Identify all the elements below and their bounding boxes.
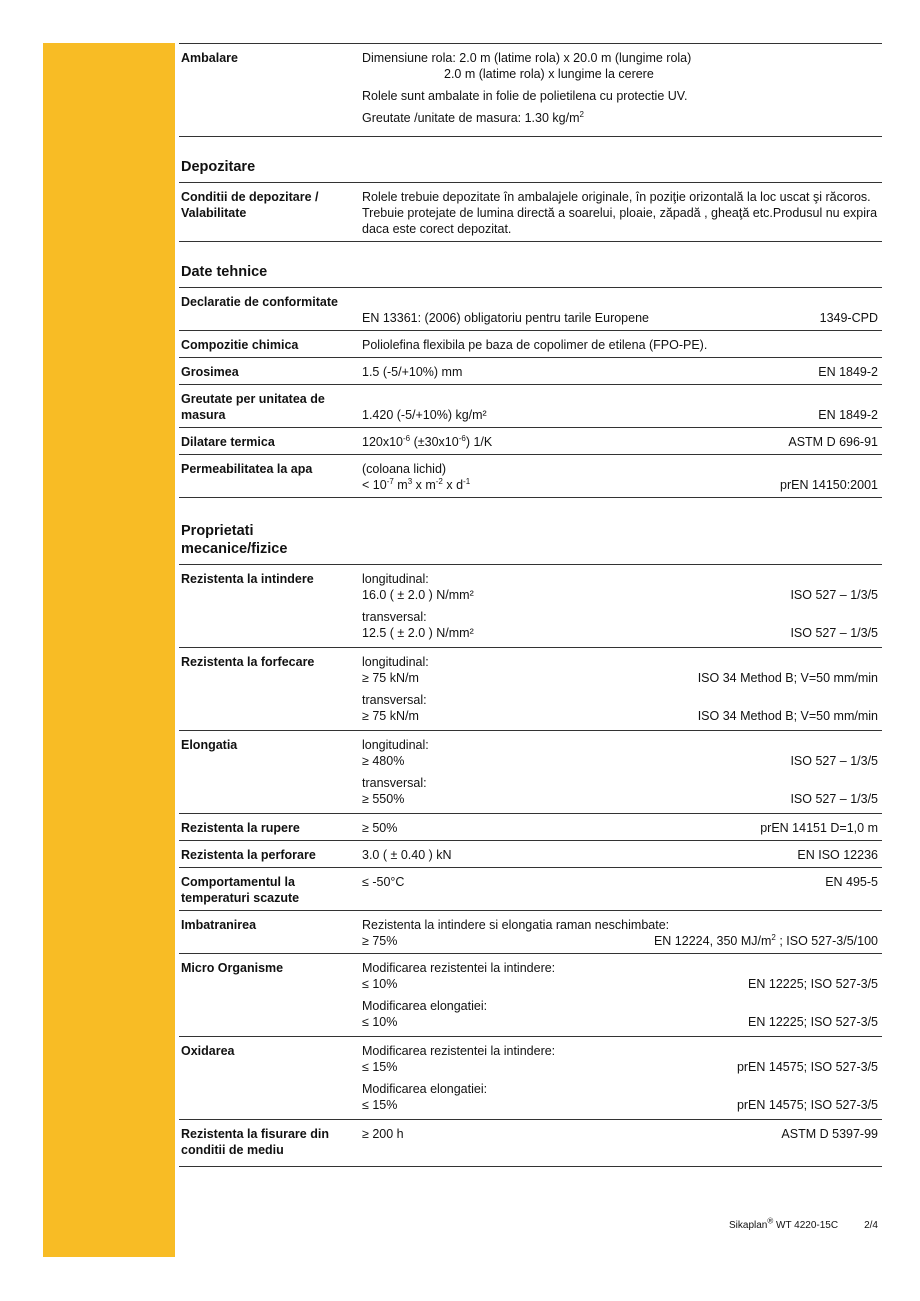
standard: EN 12225; ISO 527-3/5 xyxy=(748,1015,878,1029)
row-label: Conditii de depozitare / Valabilitate xyxy=(181,190,319,220)
packaging-dimension: Dimensiune rola: 2.0 m (latime rola) x 20.0 m (lungime rola) xyxy=(362,51,692,65)
row-label: Oxidarea xyxy=(181,1044,235,1058)
standard: ISO 34 Method B; V=50 mm/min xyxy=(697,709,878,723)
packaging-foil: Rolele sunt ambalate in folie de polietilena cu protectie UV. xyxy=(362,89,688,103)
row-forfecare: Rezistenta la forfecare longitudinal: ≥ 75 kN/m ISO 34 Method B; V=50 mm/min transversal: ≥ 75 kN/m ISO 34 Method B; V=50 mm/min xyxy=(179,647,882,730)
row-label: Declaratie de conformitate xyxy=(181,295,338,309)
packaging-weight: Greutate /unitate de masura: 1.30 $kg/m^2$ xyxy=(362,109,584,125)
standard: EN 1849-2 xyxy=(818,365,878,379)
row-grosimea: Grosimea 1.5 (-5/+10%) mm EN 1849-2 xyxy=(179,357,882,384)
row-label: Dilatare termica xyxy=(181,435,275,449)
row-label: Rezistenta la rupere xyxy=(181,821,300,835)
row-intindere: Rezistenta la intindere longitudinal: 16.0 ( ± 2.0 ) N/mm² ISO 527 – 1/3/5 transversal: 12.5 ( ± 2.0 ) N/mm² ISO 527 – 1/3/5 xyxy=(179,564,882,647)
row-elongatia: Elongatia longitudinal: ≥ 480% ISO 527 – 1/3/5 transversal: ≥ 550% ISO 527 – 1/3/5 xyxy=(179,730,882,813)
row-micro-organisme: Micro Organisme Modificarea rezistentei la intindere: ≤ 10% EN 12225; ISO 527-3/5 Modificarea elongatiei: ≤ 10% EN 12225; ISO 527-3/5 xyxy=(179,953,882,1036)
row-ambalare xyxy=(179,43,882,137)
storage-text: Rolele trebuie depozitate în ambalajele originale, în poziţie orizontală la loc uscat şi răcoros. Trebuie protejate de lumina directă a soarelui, ploaie, zăpadă , gheaţă etc.Produsul nu expira daca este corect depozitat. xyxy=(362,190,878,236)
row-label: Rezistenta la perforare xyxy=(181,848,316,862)
page-number: 2/4 xyxy=(864,1220,878,1231)
standard: ISO 527 – 1/3/5 xyxy=(790,754,878,768)
standard: ISO 527 – 1/3/5 xyxy=(790,792,878,806)
section-heading-depozitare: Depozitare xyxy=(181,159,256,175)
standard: ASTM D 5397-99 xyxy=(781,1127,878,1141)
row-label: Greutate per unitatea de masura xyxy=(181,392,325,422)
row-label: Comportamentul la temperaturi scazute xyxy=(181,875,300,905)
standard: 1349-CPD xyxy=(819,311,878,325)
row-label: Micro Organisme xyxy=(181,961,284,975)
row-label: Elongatia xyxy=(181,738,238,752)
row-label: Permeabilitatea la apa xyxy=(181,462,313,476)
row-depozitare xyxy=(179,182,882,242)
row-declaratie: Declaratie de conformitate EN 13361: (2006) obligatoriu pentru tarile Europene 1349-CPD xyxy=(179,287,882,330)
row-perforare: Rezistenta la perforare 3.0 ( ± 0.40 ) kN EN ISO 12236 xyxy=(179,840,882,867)
standard: EN 495-5 xyxy=(825,875,878,889)
standard: EN 1849-2 xyxy=(818,408,878,422)
row-label: Rezistenta la fisurare din conditii de mediu xyxy=(181,1127,329,1157)
standard: EN ISO 12236 xyxy=(797,848,878,862)
row-label: Grosimea xyxy=(181,365,239,379)
standard: prEN 14150:2001 xyxy=(780,478,878,492)
standard: ISO 527 – 1/3/5 xyxy=(790,588,878,602)
row-permeabilitate: Permeabilitatea la apa (coloana lichid) < $10^{-7}$ $m^3$ x $m^{-2}$ x $d^{-1}$ prEN 14150:2001 xyxy=(179,454,882,498)
row-label: Ambalare xyxy=(181,51,238,65)
row-greutate: Greutate per unitatea de masura 1.420 (-5/+10%) kg/m² EN 1849-2 xyxy=(179,384,882,427)
row-rupere: Rezistenta la rupere ≥ 50% prEN 14151 D=1,0 m xyxy=(179,813,882,840)
row-fisurare: Rezistenta la fisurare din conditii de mediu ≥ 200 h ASTM D 5397-99 xyxy=(179,1119,882,1167)
standard: ASTM D 696-91 xyxy=(788,435,878,449)
section-heading-date-tehnice: Date tehnice xyxy=(181,264,268,280)
row-label: Imbatranirea xyxy=(181,918,257,932)
standard: prEN 14575; ISO 527-3/5 xyxy=(736,1098,878,1112)
standard: prEN 14151 D=1,0 m xyxy=(760,821,878,835)
standard: EN 12224, 350 $MJ/m^2$ ; ISO 527-3/5/100 xyxy=(653,932,878,948)
sidebar-color-band xyxy=(43,43,175,1257)
row-label: Rezistenta la forfecare xyxy=(181,655,315,669)
packaging-dimension-alt: 2.0 m (latime rola) x lungime la cerere xyxy=(444,67,654,81)
row-label: Rezistenta la intindere xyxy=(181,572,314,586)
standard: prEN 14575; ISO 527-3/5 xyxy=(736,1060,878,1074)
row-compozitie: Compozitie chimica Poliolefina flexibila pe baza de copolimer de etilena (FPO-PE). xyxy=(179,330,882,357)
standard: ISO 34 Method B; V=50 mm/min xyxy=(697,671,878,685)
row-imbatranirea: Imbatranirea Rezistenta la intindere si elongatia raman neschimbate: ≥ 75% EN 12224, 350 $MJ/m^2$ ; ISO 527-3/5/100 xyxy=(179,910,882,953)
row-temperaturi: Comportamentul la temperaturi scazute ≤ -50°C EN 495-5 xyxy=(179,867,882,910)
row-oxidarea: Oxidarea Modificarea rezistentei la intindere: ≤ 15% prEN 14575; ISO 527-3/5 Modificarea elongatiei: ≤ 15% prEN 14575; ISO 527-3/5 xyxy=(179,1036,882,1119)
datasheet-content xyxy=(179,43,882,1167)
row-dilatare: Dilatare termica $120x10^{-6}$ $(\pm 30x10^{-6})$ 1/K ASTM D 696-91 xyxy=(179,427,882,454)
row-label: Compozitie chimica xyxy=(181,338,299,352)
page-footer xyxy=(660,1218,878,1234)
section-heading-proprietati: Proprietati mecanice/fizice xyxy=(181,523,288,557)
standard: EN 12225; ISO 527-3/5 xyxy=(748,977,878,991)
standard: ISO 527 – 1/3/5 xyxy=(790,626,878,640)
product-name: Sikaplan® WT 4220-15C xyxy=(728,1216,839,1231)
